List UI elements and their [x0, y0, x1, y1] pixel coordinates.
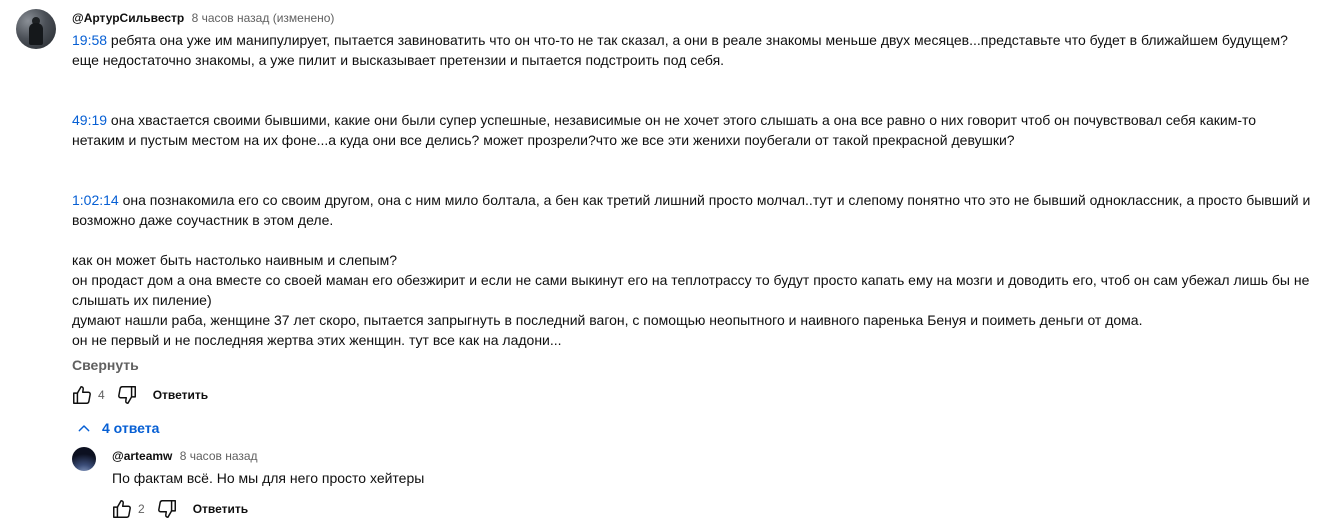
reply-like-button[interactable]: [110, 497, 134, 521]
reply-reply-button[interactable]: Ответить: [192, 502, 249, 516]
chevron-up-icon: [76, 420, 92, 436]
comment-text: [72, 30, 1334, 350]
thumb-down-icon: [116, 384, 138, 406]
avatar-figure-body: [29, 23, 43, 45]
comment-line: нетаким и пустым местом на их фоне...а куда они все делись? может прозрели?что же все эти женихи поубегали от такой прекрасной девушки?: [72, 132, 1015, 148]
reply-timestamp[interactable]: 8 часов назад: [179, 449, 258, 463]
reply-dislike-button[interactable]: [155, 497, 179, 521]
collapse-button[interactable]: Свернуть: [72, 357, 139, 373]
thumb-up-icon: [71, 384, 93, 406]
comment-line: возможно даже соучастник в этом деле.: [72, 212, 334, 228]
comment-paragraph: [72, 30, 1334, 70]
reply-text: По фактам всё. Но мы для него просто хейтеры: [112, 470, 425, 486]
reply-action-bar: [110, 497, 248, 521]
comment-paragraph: [72, 190, 1334, 230]
comment-line: он не первый и не последняя жертва этих женщин. тут все как на ладони...: [72, 332, 562, 348]
comment-paragraph: [72, 110, 1334, 150]
reply-like-count: 2: [138, 502, 145, 516]
avatar[interactable]: [16, 9, 56, 49]
comment-action-bar: [70, 383, 208, 407]
reply-header: [112, 448, 258, 464]
replies-count-label: 4 ответа: [102, 420, 160, 436]
timestamp-link[interactable]: 1:02:14: [72, 192, 119, 208]
reply-author[interactable]: @arteamw: [112, 449, 173, 463]
comment-line: он продаст дом а она вместе со своей маман его обезжирит и если не сами выкинут его на теплотрассу то будут просто капать ему на мозги и доводить его, чтоб он сам убежал лишь бы не: [72, 272, 1310, 288]
replies-toggle[interactable]: [76, 418, 159, 438]
thumb-up-icon: [111, 498, 133, 520]
reply-button[interactable]: Ответить: [152, 388, 209, 402]
comment-line: как он может быть настолько наивным и слепым?: [72, 252, 398, 268]
comment-line: еще недостаточно знакомы, а уже пилит и высказывает претензии и пытается подстроить под себя.: [72, 52, 725, 68]
comment-line: думают нашли раба, женщине 37 лет скоро, пытается запрыгнуть в последний вагон, с помощью неопытного и наивного паренька Бенуя и поиметь деньги от дома.: [72, 312, 1143, 328]
comment-line: она хвастается своими бывшими, какие они были супер успешные, независимые он не хочет этого слышать а она все равно о них говорит чтоб он почувствовал себя каким-то: [107, 112, 1257, 128]
like-count: 4: [98, 388, 105, 402]
comment-timestamp[interactable]: 8 часов назад (изменено): [191, 11, 335, 25]
comment-author[interactable]: @АртурСильвестр: [72, 11, 185, 25]
comment-paragraph: [72, 250, 1334, 350]
comment-header: [72, 10, 334, 26]
comment-line: она познакомила его со своим другом, она с ним мило болтала, а бен как третий лишний просто молчал..тут и слепому понятно что это не бывший одноклассник, а просто бывший и: [118, 192, 1311, 208]
comment-line: ребята она уже им манипулирует, пытается завиноватить что он что-то не так сказал, а они в реале знакомы меньше двух месяцев...представьте что будет в ближайшем будущем?: [107, 32, 1288, 48]
reply-avatar[interactable]: [72, 447, 96, 471]
dislike-button[interactable]: [115, 383, 139, 407]
like-button[interactable]: [70, 383, 94, 407]
timestamp-link[interactable]: 49:19: [72, 112, 108, 128]
thumb-down-icon: [156, 498, 178, 520]
comment-line: слышать их пиление): [72, 292, 212, 308]
timestamp-link[interactable]: 19:58: [72, 32, 108, 48]
